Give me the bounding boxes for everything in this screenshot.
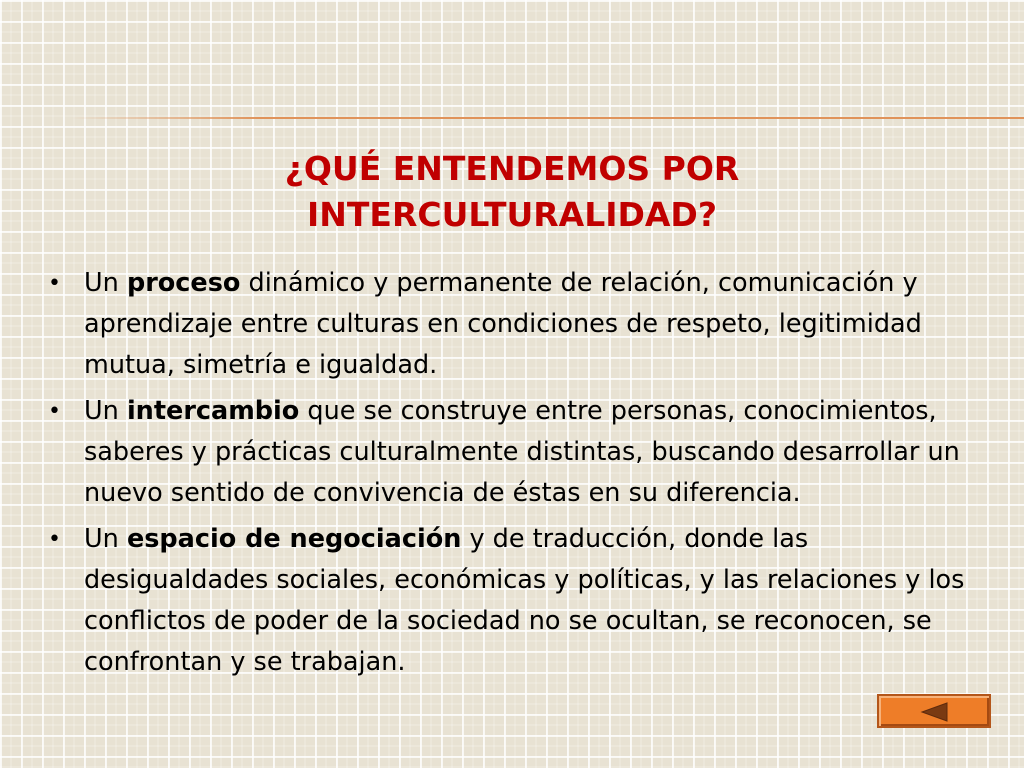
bullet-item-proceso	[44, 263, 984, 386]
slide-title	[0, 146, 1024, 238]
bullet-list	[44, 263, 984, 688]
bullet-marker: •	[48, 271, 61, 296]
triangle-left-icon	[919, 701, 949, 723]
bullet-marker: •	[48, 399, 61, 424]
bullet-text: que se construye entre personas, conocimientos, saberes y prácticas culturalmente distintas, buscando desarrollar un nuevo sentido de convivencia de éstas en su diferencia.	[84, 396, 960, 508]
bullet-prefix: Un	[84, 268, 127, 298]
bullet-marker: •	[48, 527, 61, 552]
previous-slide-button[interactable]	[877, 694, 991, 728]
bullet-text: dinámico y permanente de relación, comunicación y aprendizaje entre culturas en condiciones de respeto, legitimidad mutua, simetría e igualdad.	[84, 268, 922, 380]
slide-title-line-2: INTERCULTURALIDAD?	[307, 195, 717, 234]
bullet-keyword: proceso	[126, 268, 241, 298]
bullet-keyword: intercambio	[126, 396, 300, 426]
bullet-item-intercambio	[44, 391, 984, 514]
bullet-prefix: Un	[84, 524, 127, 554]
slide-title-line-1: ¿QUÉ ENTENDEMOS POR	[284, 149, 740, 188]
bullet-prefix: Un	[84, 396, 127, 426]
bullet-keyword: espacio de negociación	[126, 524, 462, 554]
bullet-item-espacio-de-negociacion	[44, 519, 984, 683]
decorative-rule	[70, 117, 1024, 119]
bullet-text: y de traducción, donde las desigualdades sociales, económicas y políticas, y las relaciones y los conflictos de poder de la sociedad no se ocultan, se reconocen, se confrontan y se trabajan.	[84, 524, 965, 677]
